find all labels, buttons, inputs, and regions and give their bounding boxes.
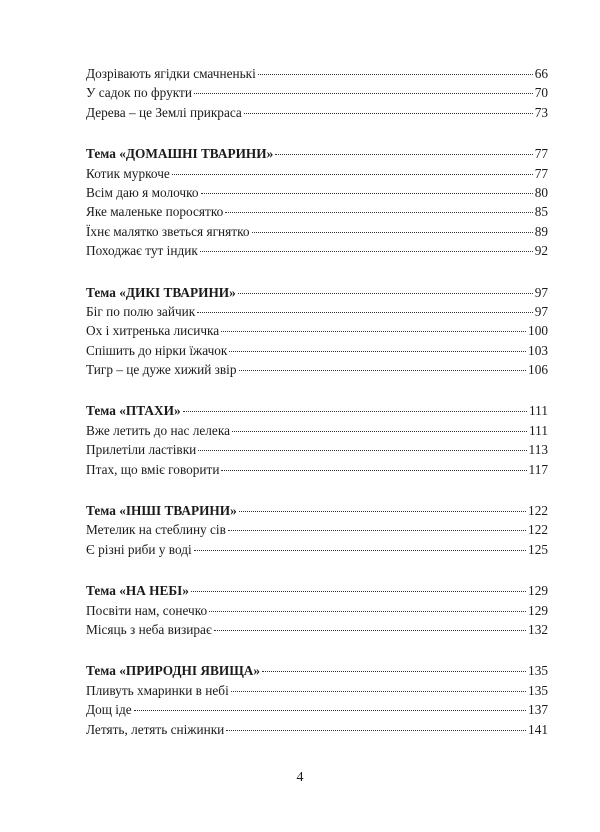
toc-page-number: 135 (528, 682, 548, 698)
dot-leader (172, 174, 533, 175)
toc-page-number: 125 (528, 541, 548, 557)
toc-entry (86, 341, 548, 360)
toc-entry-title: Є різні риби у воді (86, 541, 192, 557)
toc-entry (86, 222, 548, 241)
toc-entry (86, 64, 548, 83)
toc-entry (86, 700, 548, 719)
toc-entry-title: Метелик на стеблину сів (86, 522, 226, 538)
toc-section-heading (86, 661, 548, 680)
dot-leader (252, 232, 533, 233)
toc-entry (86, 681, 548, 700)
toc-entry-title: Тигр – це дуже хижий звір (86, 362, 237, 378)
toc-entry (86, 183, 548, 202)
toc-entry-title: Біг по полю зайчик (86, 303, 196, 319)
toc-section (86, 501, 548, 559)
toc-entry (86, 83, 548, 102)
dot-leader (209, 611, 526, 612)
toc-section (86, 401, 548, 479)
toc-page-number: 111 (529, 403, 548, 419)
dot-leader (238, 293, 533, 294)
toc-entry-title: Спішить до нірки їжачок (86, 342, 228, 358)
toc-page-number: 70 (534, 85, 548, 101)
dot-leader (197, 312, 532, 313)
toc-entry-title: Вже летить до нас лелека (86, 422, 230, 438)
toc-entry-title: Птах, що вміє говорити (86, 461, 220, 477)
dot-leader (134, 710, 526, 711)
toc-page-number: 92 (534, 243, 548, 259)
dot-leader (200, 251, 533, 252)
toc-page-number: 103 (528, 342, 548, 358)
toc-entry-title: Всім даю я молочко (86, 184, 199, 200)
toc-section (86, 581, 548, 639)
toc-entry-title: У садок по фрукти (86, 85, 192, 101)
toc-entry (86, 601, 548, 620)
toc-page-number: 129 (528, 602, 548, 618)
dot-leader (214, 630, 526, 631)
dot-leader (221, 470, 526, 471)
toc-entry (86, 720, 548, 739)
toc-entry (86, 440, 548, 459)
toc-page-number: 141 (528, 721, 548, 737)
dot-leader (231, 691, 526, 692)
toc-entry-title: Яке маленьке поросятко (86, 204, 224, 220)
toc-heading-title: Тема «ПТАХИ» (86, 403, 181, 419)
toc-section-heading (86, 283, 548, 302)
toc-heading-title: Тема «НА НЕБІ» (86, 583, 189, 599)
dot-leader (183, 411, 527, 412)
toc-entry-title: Котик муркоче (86, 165, 170, 181)
table-of-contents (86, 64, 548, 761)
toc-page-number: 117 (528, 461, 548, 477)
toc-entry (86, 460, 548, 479)
toc-entry-title: Походжає тут індик (86, 243, 198, 259)
toc-page-number: 111 (529, 422, 548, 438)
toc-page-number: 97 (534, 284, 548, 300)
toc-section (86, 64, 548, 122)
toc-page-number: 100 (528, 323, 548, 339)
toc-page-number: 129 (528, 583, 548, 599)
dot-leader (225, 212, 532, 213)
toc-page-number: 106 (528, 362, 548, 378)
dot-leader (258, 74, 533, 75)
toc-heading-title: Тема «ДИКІ ТВАРИНИ» (86, 284, 236, 300)
dot-leader (221, 331, 526, 332)
toc-entry-title: Пливуть хмаринки в небі (86, 682, 229, 698)
toc-entry (86, 302, 548, 321)
toc-entry-title: Посвіти нам, сонечко (86, 602, 208, 618)
toc-section (86, 661, 548, 739)
toc-entry-title: Їхнє малятко зветься ягнятко (86, 223, 250, 239)
dot-leader (201, 193, 533, 194)
toc-entry-title: Дощ іде (86, 702, 132, 718)
dot-leader (239, 511, 526, 512)
dot-leader (262, 671, 526, 672)
toc-entry (86, 421, 548, 440)
toc-page-number: 113 (528, 442, 548, 458)
toc-section (86, 144, 548, 260)
dot-leader (226, 730, 526, 731)
toc-entry (86, 164, 548, 183)
dot-leader (275, 154, 532, 155)
toc-page-number: 80 (534, 184, 548, 200)
toc-section-heading (86, 144, 548, 163)
dot-leader (194, 550, 526, 551)
toc-section-heading (86, 401, 548, 420)
toc-entry-title: Місяць з неба визирає (86, 621, 212, 637)
toc-entry-title: Дозрівають ягідки смачненькі (86, 66, 256, 81)
toc-heading-title: Тема «ПРИРОДНІ ЯВИЩА» (86, 663, 261, 679)
toc-entry-title: Дерева – це Землі прикраса (86, 104, 242, 120)
toc-heading-title: Тема «ДОМАШНІ ТВАРИНИ» (86, 146, 274, 162)
toc-entry (86, 360, 548, 379)
toc-page-number: 122 (528, 503, 548, 519)
toc-page-number: 137 (528, 702, 548, 718)
toc-section-heading (86, 501, 548, 520)
toc-entry (86, 520, 548, 539)
toc-section-heading (86, 581, 548, 600)
toc-entry-title: Ох і хитренька лисичка (86, 323, 220, 339)
toc-section (86, 283, 548, 380)
dot-leader (244, 113, 533, 114)
toc-page-number: 89 (534, 223, 548, 239)
toc-entry (86, 241, 548, 260)
dot-leader (191, 591, 526, 592)
page-number: 4 (296, 770, 304, 785)
toc-entry-title: Прилетіли ластівки (86, 442, 197, 458)
dot-leader (228, 530, 526, 531)
toc-entry-title: Летять, летять сніжинки (86, 721, 225, 737)
toc-page-number: 77 (534, 165, 548, 181)
toc-entry (86, 540, 548, 559)
dot-leader (232, 431, 527, 432)
toc-heading-title: Тема «ІНШІ ТВАРИНИ» (86, 503, 237, 519)
toc-entry (86, 202, 548, 221)
toc-page-number: 85 (534, 204, 548, 220)
toc-entry (86, 620, 548, 639)
dot-leader (239, 370, 527, 371)
toc-page-number: 132 (528, 621, 548, 637)
dot-leader (198, 450, 526, 451)
toc-page-number: 135 (528, 663, 548, 679)
toc-page-number: 122 (528, 522, 548, 538)
dot-leader (229, 351, 526, 352)
toc-entry (86, 321, 548, 340)
toc-page-number: 77 (534, 146, 548, 162)
toc-page-number: 73 (534, 104, 548, 120)
toc-page-number: 97 (534, 303, 548, 319)
toc-entry (86, 103, 548, 122)
dot-leader (194, 93, 533, 94)
toc-page-number: 66 (534, 66, 548, 81)
